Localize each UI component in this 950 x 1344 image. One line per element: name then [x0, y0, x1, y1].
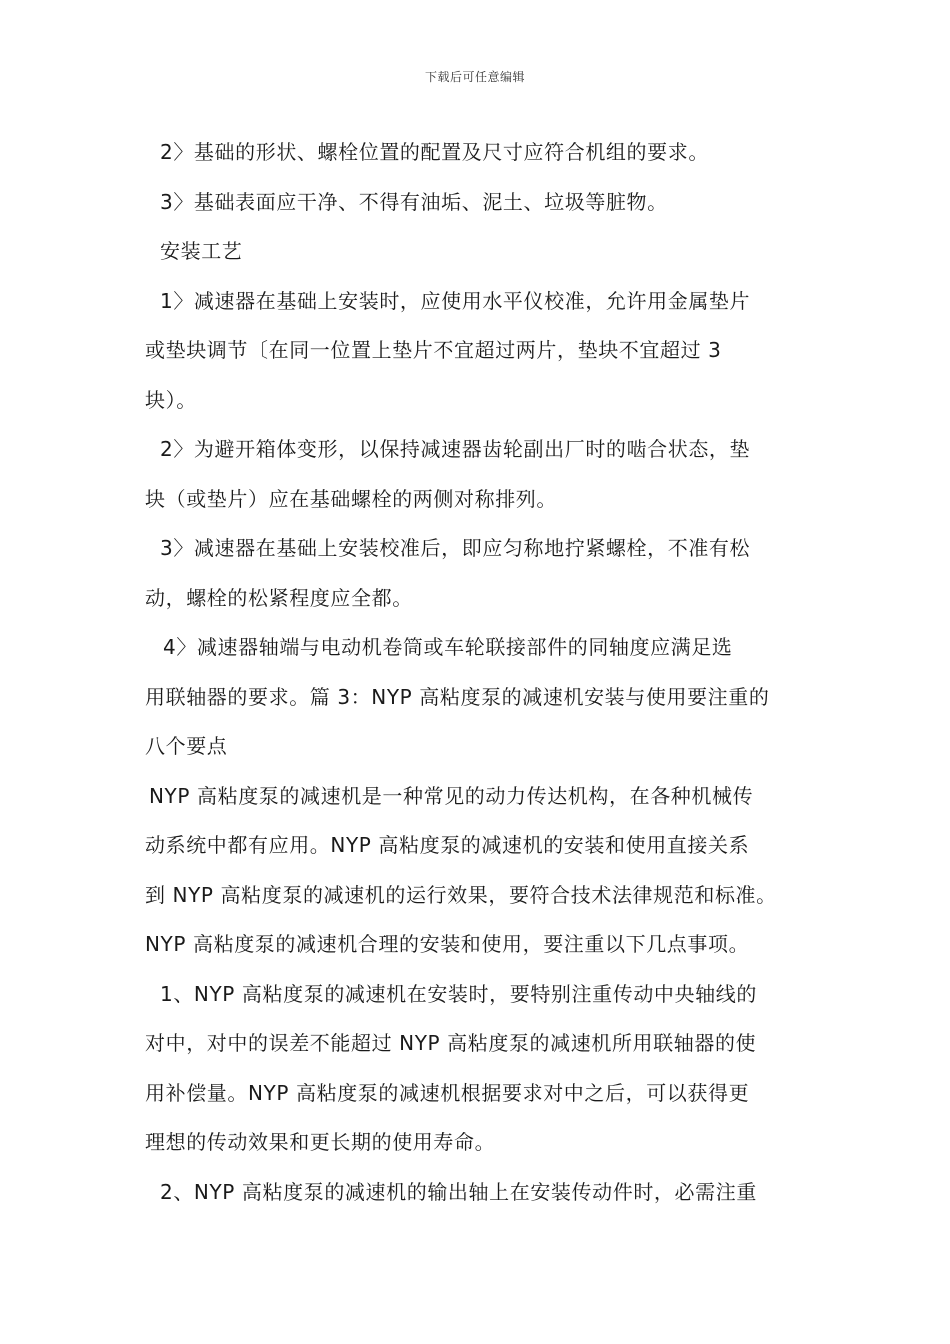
paragraph-line: 4〉减速器轴端与电动机卷筒或车轮联接部件的同轴度应满足选 — [163, 635, 733, 659]
paragraph-line: NYP 高粘度泵的减速机是一种常见的动力传达机构，在各种机械传 — [149, 783, 754, 808]
paragraph-line: 到 NYP 高粘度泵的减速机的运行效果，要符合技术法律规范和标准。 — [145, 882, 777, 907]
paragraph-line: 2〉基础的形状、螺栓位置的配置及尺寸应符合机组的要求。 — [160, 140, 709, 164]
paragraph-line: 用联轴器的要求。篇 3：NYP 高粘度泵的减速机安装与使用要注重的 — [145, 684, 770, 709]
paragraph-line: 块（或垫片）应在基础螺栓的两侧对称排列。 — [145, 486, 557, 511]
paragraph-line: 2〉为避开箱体变形，以保持减速器齿轮副出厂时的啮合状态，垫 — [160, 437, 751, 461]
paragraph-line: 八个要点 — [145, 734, 228, 758]
document-body — [145, 128, 825, 1217]
paragraph-line: 动系统中都有应用。NYP 高粘度泵的减速机的安装和使用直接关系 — [145, 833, 750, 857]
paragraph-line: 2、NYP 高粘度泵的减速机的输出轴上在安装传动件时，必需注重 — [160, 1179, 757, 1204]
paragraph-line: NYP 高粘度泵的减速机合理的安装和使用，要注重以下几点事项。 — [145, 932, 750, 956]
paragraph-line: 对中，对中的误差不能超过 NYP 高粘度泵的减速机所用联轴器的使 — [145, 1031, 757, 1055]
paragraph-line: 块）。 — [145, 387, 197, 412]
section-heading: 安装工艺 — [160, 239, 243, 263]
paragraph-line: 或垫块调节〔在同一位置上垫片不宜超过两片，垫块不宜超过 3 — [145, 338, 722, 362]
paragraph-line: 动，螺栓的松紧程度应全都。 — [145, 585, 413, 610]
paragraph-line: 1、NYP 高粘度泵的减速机在安装时，要特别注重传动中央轴线的 — [160, 981, 757, 1006]
paragraph-line: 3〉基础表面应干净、不得有油垢、泥土、垃圾等脏物。 — [160, 189, 668, 214]
paragraph-line: 1〉减速器在基础上安装时，应使用水平仪校准，允许用金属垫片 — [160, 288, 751, 313]
paragraph-line: 3〉减速器在基础上安装校准后，即应匀称地拧紧螺栓，不准有松 — [160, 536, 751, 560]
page-header: 下载后可任意编辑 — [424, 70, 525, 84]
paragraph-line: 用补偿量。NYP 高粘度泵的减速机根据要求对中之后，可以获得更 — [145, 1080, 750, 1105]
paragraph-line: 理想的传动效果和更长期的使用寿命。 — [145, 1130, 496, 1154]
